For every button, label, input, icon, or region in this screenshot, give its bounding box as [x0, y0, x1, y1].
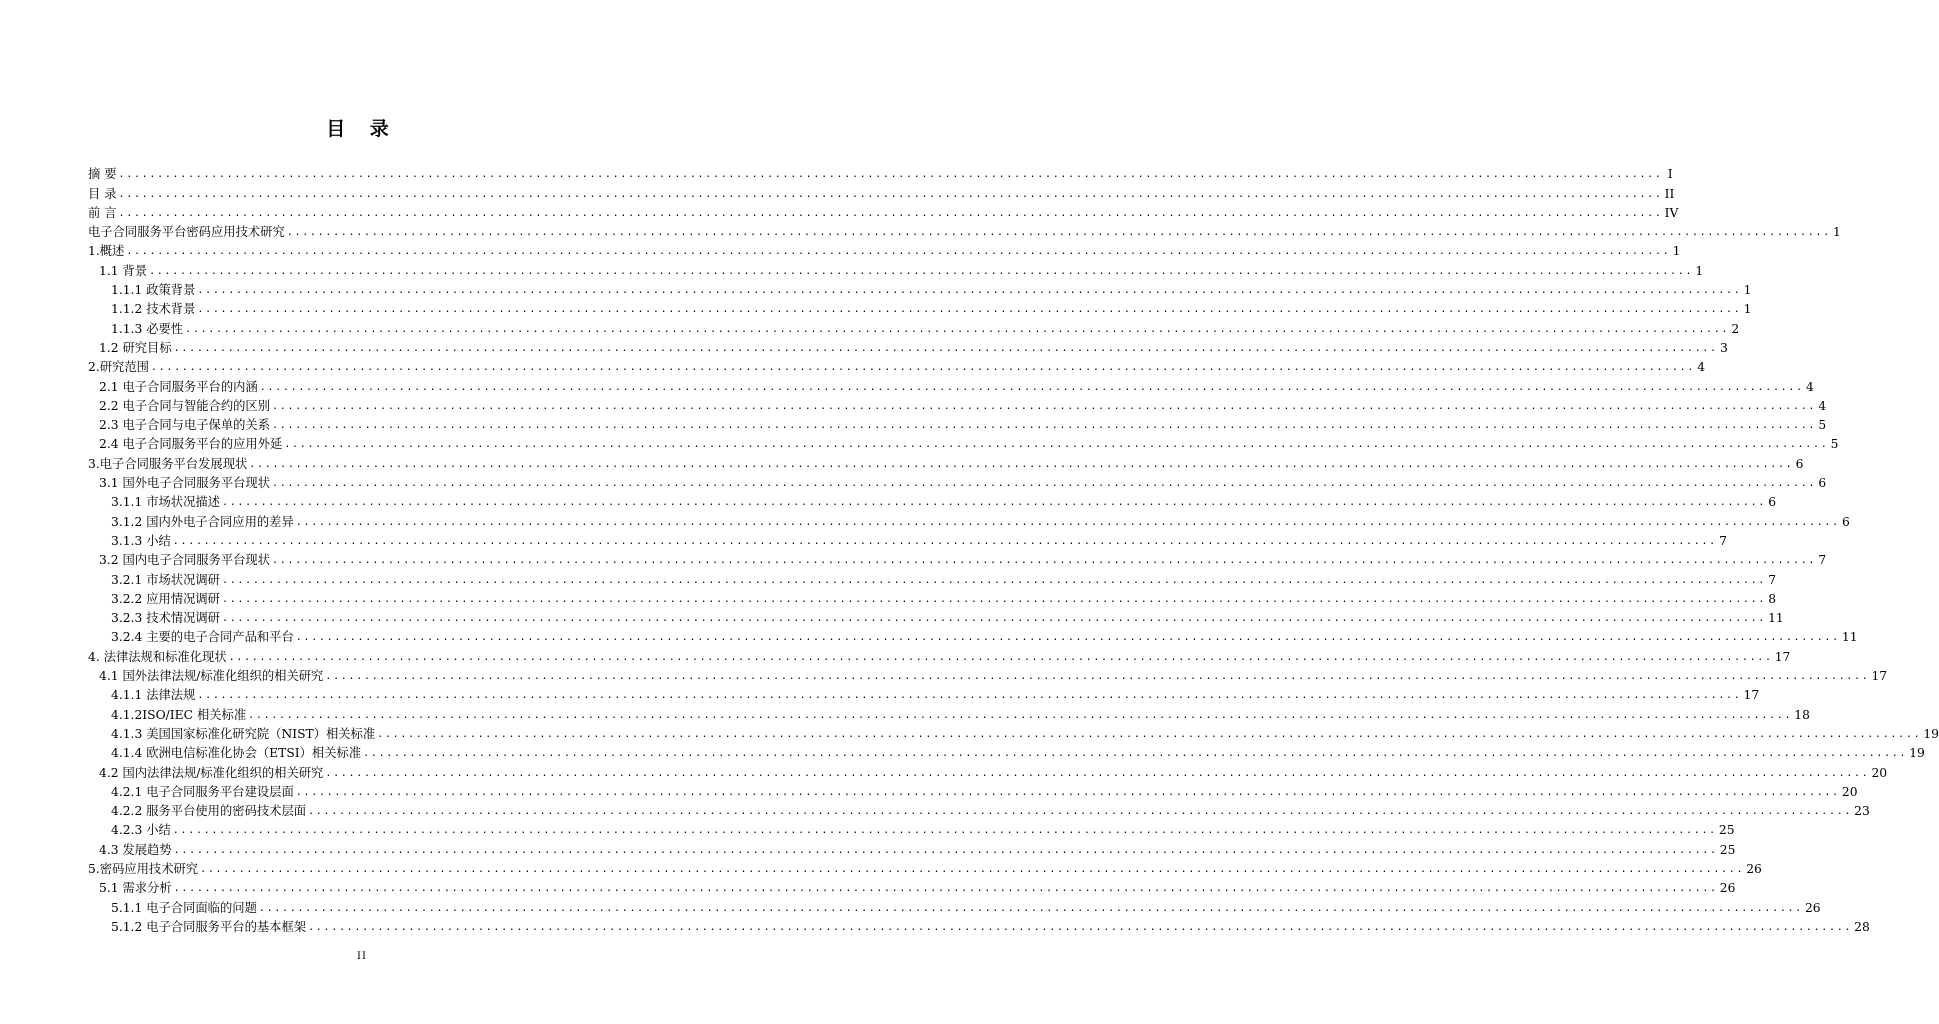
page-title: 目 录 — [326, 118, 398, 140]
toc-entry-label: 1.1 背景 — [99, 263, 148, 278]
toc-entry-label: 5.密码应用技术研究 — [88, 861, 199, 876]
toc-entry-label: 3.1.3 小结 — [111, 533, 171, 548]
table-of-contents — [88, 163, 1939, 935]
toc-entry-label: 3.2.4 主要的电子合同产品和平台 — [111, 630, 294, 645]
toc-leader-dots: ........................................................................................................................................................................................................ — [185, 323, 1730, 335]
toc-leader-dots: ........................................................................................................................................................................................................ — [197, 304, 1742, 316]
page-number: II — [357, 951, 367, 962]
toc-entry[interactable] — [88, 433, 1839, 452]
toc-entry[interactable] — [88, 375, 1814, 394]
toc-entry-label: 1.概述 — [88, 244, 125, 259]
toc-entry-label: 4.1.4 欧洲电信标准化协会（ETSI）相关标准 — [111, 746, 362, 761]
toc-entry[interactable] — [88, 452, 1804, 471]
toc-entry-page: 26 — [1804, 900, 1821, 915]
toc-entry-page: 17 — [1774, 649, 1791, 664]
toc-leader-dots: ........................................................................................................................................................................................................ — [172, 825, 1717, 837]
toc-entry[interactable] — [88, 588, 1777, 607]
toc-entry-page: 28 — [1854, 919, 1870, 934]
toc-entry[interactable] — [88, 240, 1681, 259]
toc-entry-page: 20 — [1871, 765, 1888, 780]
toc-leader-dots: ........................................................................................................................................................................................................ — [228, 651, 1773, 663]
toc-entry-label: 4.2.1 电子合同服务平台建设层面 — [111, 784, 294, 799]
toc-entry-label: 5.1.1 电子合同面临的问题 — [111, 900, 257, 915]
toc-entry[interactable] — [88, 259, 1704, 278]
toc-entry-label: 2.研究范围 — [88, 360, 149, 375]
toc-entry[interactable] — [88, 298, 1752, 317]
toc-entry[interactable] — [88, 665, 1888, 684]
toc-entry[interactable] — [88, 279, 1752, 298]
toc-entry-page: 19 — [1923, 726, 1939, 741]
toc-leader-dots: ........................................................................................................................................................................................................ — [325, 671, 1870, 683]
toc-leader-dots: ........................................................................................................................................................................................................ — [325, 767, 1870, 779]
toc-entry-page: IV — [1664, 205, 1679, 220]
toc-entry-label: 4.2.2 服务平台使用的密码技术层面 — [111, 804, 307, 819]
toc-entry-label: 2.4 电子合同服务平台的应用外延 — [99, 437, 283, 452]
toc-entry-page: 3 — [1719, 340, 1728, 355]
toc-entry-label: 1.1.1 政策背景 — [111, 283, 196, 298]
toc-entry-label: 摘 要 — [88, 167, 117, 182]
toc-leader-dots: ........................................................................................................................................................................................................ — [377, 728, 1922, 740]
toc-entry-page: 1 — [1743, 283, 1752, 298]
toc-leader-dots: ........................................................................................................................................................................................................ — [173, 342, 1718, 354]
toc-entry-label: 2.2 电子合同与智能合约的区别 — [99, 398, 271, 413]
toc-entry-label: 3.2 国内电子合同服务平台现状 — [99, 553, 271, 568]
toc-leader-dots: ........................................................................................................................................................................................................ — [284, 439, 1829, 451]
toc-leader-dots: ........................................................................................................................................................................................................ — [126, 246, 1671, 258]
toc-entry-label: 1.1.2 技术背景 — [111, 302, 196, 317]
toc-entry-page: 26 — [1746, 861, 1762, 876]
toc-entry-label: 3.2.1 市场状况调研 — [111, 572, 220, 587]
toc-entry-label: 1.2 研究目标 — [99, 340, 172, 355]
toc-entry-page: 6 — [1818, 476, 1827, 491]
toc-entry-page: 2 — [1731, 321, 1740, 336]
toc-entry[interactable] — [88, 703, 1810, 722]
toc-entry-page: 7 — [1768, 572, 1777, 587]
toc-entry[interactable] — [88, 607, 1784, 626]
toc-entry[interactable] — [88, 510, 1850, 529]
toc-leader-dots: ........................................................................................................................................................................................................ — [286, 227, 1831, 239]
toc-entry[interactable] — [88, 838, 1736, 857]
toc-entry[interactable] — [88, 530, 1727, 549]
toc-leader-dots: ........................................................................................................................................................................................................ — [221, 593, 1767, 605]
toc-entry[interactable] — [88, 684, 1760, 703]
toc-leader-dots: ........................................................................................................................................................................................................ — [221, 497, 1767, 509]
toc-entry-label: 2.1 电子合同服务平台的内涵 — [99, 379, 258, 394]
toc-leader-dots: ........................................................................................................................................................................................................ — [295, 632, 1840, 644]
toc-entry-label: 3.2.2 应用情况调研 — [111, 591, 220, 606]
toc-leader-dots: ........................................................................................................................................................................................................ — [118, 207, 1663, 219]
toc-entry[interactable] — [88, 568, 1777, 587]
toc-entry[interactable] — [88, 626, 1858, 645]
toc-entry[interactable] — [88, 819, 1735, 838]
toc-entry[interactable] — [88, 182, 1675, 201]
toc-leader-dots: ........................................................................................................................................................................................................ — [221, 574, 1767, 586]
toc-entry-label: 4.2.3 小结 — [111, 823, 171, 838]
toc-entry-page: 26 — [1719, 881, 1736, 896]
toc-leader-dots: ........................................................................................................................................................................................................ — [149, 265, 1694, 277]
toc-entry[interactable] — [88, 858, 1762, 877]
toc-leader-dots: ........................................................................................................................................................................................................ — [295, 516, 1840, 528]
toc-leader-dots: ........................................................................................................................................................................................................ — [197, 285, 1742, 297]
toc-entry-page: 4 — [1806, 379, 1814, 394]
toc-entry[interactable] — [88, 221, 1841, 240]
toc-leader-dots: ........................................................................................................................................................................................................ — [249, 458, 1794, 470]
toc-entry[interactable] — [88, 742, 1925, 761]
toc-entry-page: 4 — [1697, 360, 1706, 375]
toc-entry-page: 5 — [1818, 418, 1827, 433]
toc-entry[interactable] — [88, 896, 1821, 915]
toc-leader-dots: ........................................................................................................................................................................................................ — [118, 188, 1663, 200]
toc-entry-page: I — [1667, 167, 1673, 182]
toc-entry-page: 6 — [1795, 456, 1804, 471]
toc-leader-dots: ........................................................................................................................................................................................................ — [173, 883, 1718, 895]
toc-leader-dots: ........................................................................................................................................................................................................ — [295, 786, 1840, 798]
toc-entry-label: 目 录 — [88, 186, 117, 201]
toc-entry-label: 4.3 发展趋势 — [99, 842, 172, 857]
toc-entry-label: 4.1.2ISO/IEC 相关标准 — [111, 707, 247, 722]
toc-entry-label: 3.2.3 技术情况调研 — [111, 611, 220, 626]
toc-entry-label: 4. 法律法规和标准化现状 — [88, 649, 227, 664]
toc-leader-dots: ........................................................................................................................................................................................................ — [150, 362, 1696, 374]
toc-entry-label: 3.1 国外电子合同服务平台现状 — [99, 476, 271, 491]
toc-entry-label: 4.1.3 美国国家标准化研究院（NIST）相关标准 — [111, 726, 376, 741]
toc-entry-page: 4 — [1818, 398, 1827, 413]
toc-entry[interactable] — [88, 414, 1827, 433]
toc-leader-dots: ........................................................................................................................................................................................................ — [173, 844, 1718, 856]
toc-entry-label: 5.1 需求分析 — [99, 881, 172, 896]
toc-leader-dots: ........................................................................................................................................................................................................ — [118, 169, 1663, 181]
toc-entry-label: 1.1.3 必要性 — [111, 321, 184, 336]
toc-entry-page: 7 — [1719, 533, 1727, 548]
toc-leader-dots: ........................................................................................................................................................................................................ — [221, 613, 1767, 625]
toc-entry-page: 7 — [1818, 553, 1827, 568]
toc-entry-label: 电子合同服务平台密码应用技术研究 — [88, 225, 285, 240]
toc-entry-page: 11 — [1841, 630, 1858, 645]
toc-leader-dots: ........................................................................................................................................................................................................ — [272, 420, 1817, 432]
toc-entry[interactable] — [88, 800, 1870, 819]
toc-entry[interactable] — [88, 317, 1740, 336]
toc-entry[interactable] — [88, 395, 1827, 414]
toc-entry[interactable] — [88, 163, 1673, 182]
toc-entry-page: 25 — [1719, 842, 1736, 857]
toc-entry[interactable] — [88, 761, 1888, 780]
toc-leader-dots: ........................................................................................................................................................................................................ — [272, 478, 1817, 490]
toc-leader-dots: ........................................................................................................................................................................................................ — [272, 555, 1817, 567]
toc-entry-label: 4.1 国外法律法规/标准化组织的相关研究 — [99, 669, 324, 684]
toc-entry[interactable] — [88, 472, 1827, 491]
toc-entry[interactable] — [88, 916, 1870, 935]
toc-leader-dots: ........................................................................................................................................................................................................ — [200, 863, 1745, 875]
toc-entry[interactable] — [88, 491, 1777, 510]
toc-entry-page: 23 — [1854, 804, 1870, 819]
toc-entry-page: II — [1664, 186, 1675, 201]
toc-leader-dots: ........................................................................................................................................................................................................ — [308, 921, 1853, 933]
toc-entry-label: 前 言 — [88, 205, 117, 220]
toc-leader-dots: ........................................................................................................................................................................................................ — [259, 381, 1804, 393]
toc-entry-page: 6 — [1842, 514, 1850, 529]
toc-entry-page: 17 — [1743, 688, 1760, 703]
toc-entry-page: 20 — [1841, 784, 1858, 799]
toc-entry-page: 25 — [1718, 823, 1735, 838]
toc-leader-dots: ........................................................................................................................................................................................................ — [272, 400, 1817, 412]
toc-entry-label: 3.电子合同服务平台发展现状 — [88, 456, 248, 471]
toc-leader-dots: ........................................................................................................................................................................................................ — [197, 690, 1742, 702]
toc-entry[interactable] — [88, 781, 1858, 800]
toc-leader-dots: ........................................................................................................................................................................................................ — [248, 709, 1793, 721]
toc-entry-label: 5.1.2 电子合同服务平台的基本框架 — [111, 919, 307, 934]
toc-entry[interactable] — [88, 723, 1939, 742]
toc-entry[interactable] — [88, 202, 1679, 221]
toc-entry-page: 1 — [1695, 263, 1704, 278]
toc-leader-dots: ........................................................................................................................................................................................................ — [363, 748, 1908, 760]
toc-entry-page: 11 — [1768, 611, 1784, 626]
toc-entry[interactable] — [88, 337, 1728, 356]
toc-entry-label: 4.2 国内法律法规/标准化组织的相关研究 — [99, 765, 324, 780]
toc-entry-label: 4.1.1 法律法规 — [111, 688, 196, 703]
toc-entry[interactable] — [88, 356, 1706, 375]
toc-entry-page: 1 — [1833, 225, 1841, 240]
toc-entry-label: 2.3 电子合同与电子保单的关系 — [99, 418, 271, 433]
toc-entry-page: 5 — [1830, 437, 1839, 452]
toc-entry-label: 3.1.2 国内外电子合同应用的差异 — [111, 514, 294, 529]
toc-entry[interactable] — [88, 549, 1827, 568]
toc-entry-page: 6 — [1768, 495, 1777, 510]
toc-entry-page: 17 — [1871, 669, 1888, 684]
toc-entry-page: 19 — [1909, 746, 1925, 761]
toc-entry-page: 8 — [1768, 591, 1777, 606]
toc-leader-dots: ........................................................................................................................................................................................................ — [258, 902, 1803, 914]
toc-entry-page: 1 — [1672, 244, 1681, 259]
toc-leader-dots: ........................................................................................................................................................................................................ — [308, 806, 1853, 818]
toc-entry-page: 1 — [1743, 302, 1752, 317]
toc-entry-label: 3.1.1 市场状况描述 — [111, 495, 220, 510]
toc-entry-page: 18 — [1794, 707, 1810, 722]
toc-entry[interactable] — [88, 645, 1791, 664]
toc-leader-dots: ........................................................................................................................................................................................................ — [172, 535, 1717, 547]
toc-entry[interactable] — [88, 877, 1736, 896]
